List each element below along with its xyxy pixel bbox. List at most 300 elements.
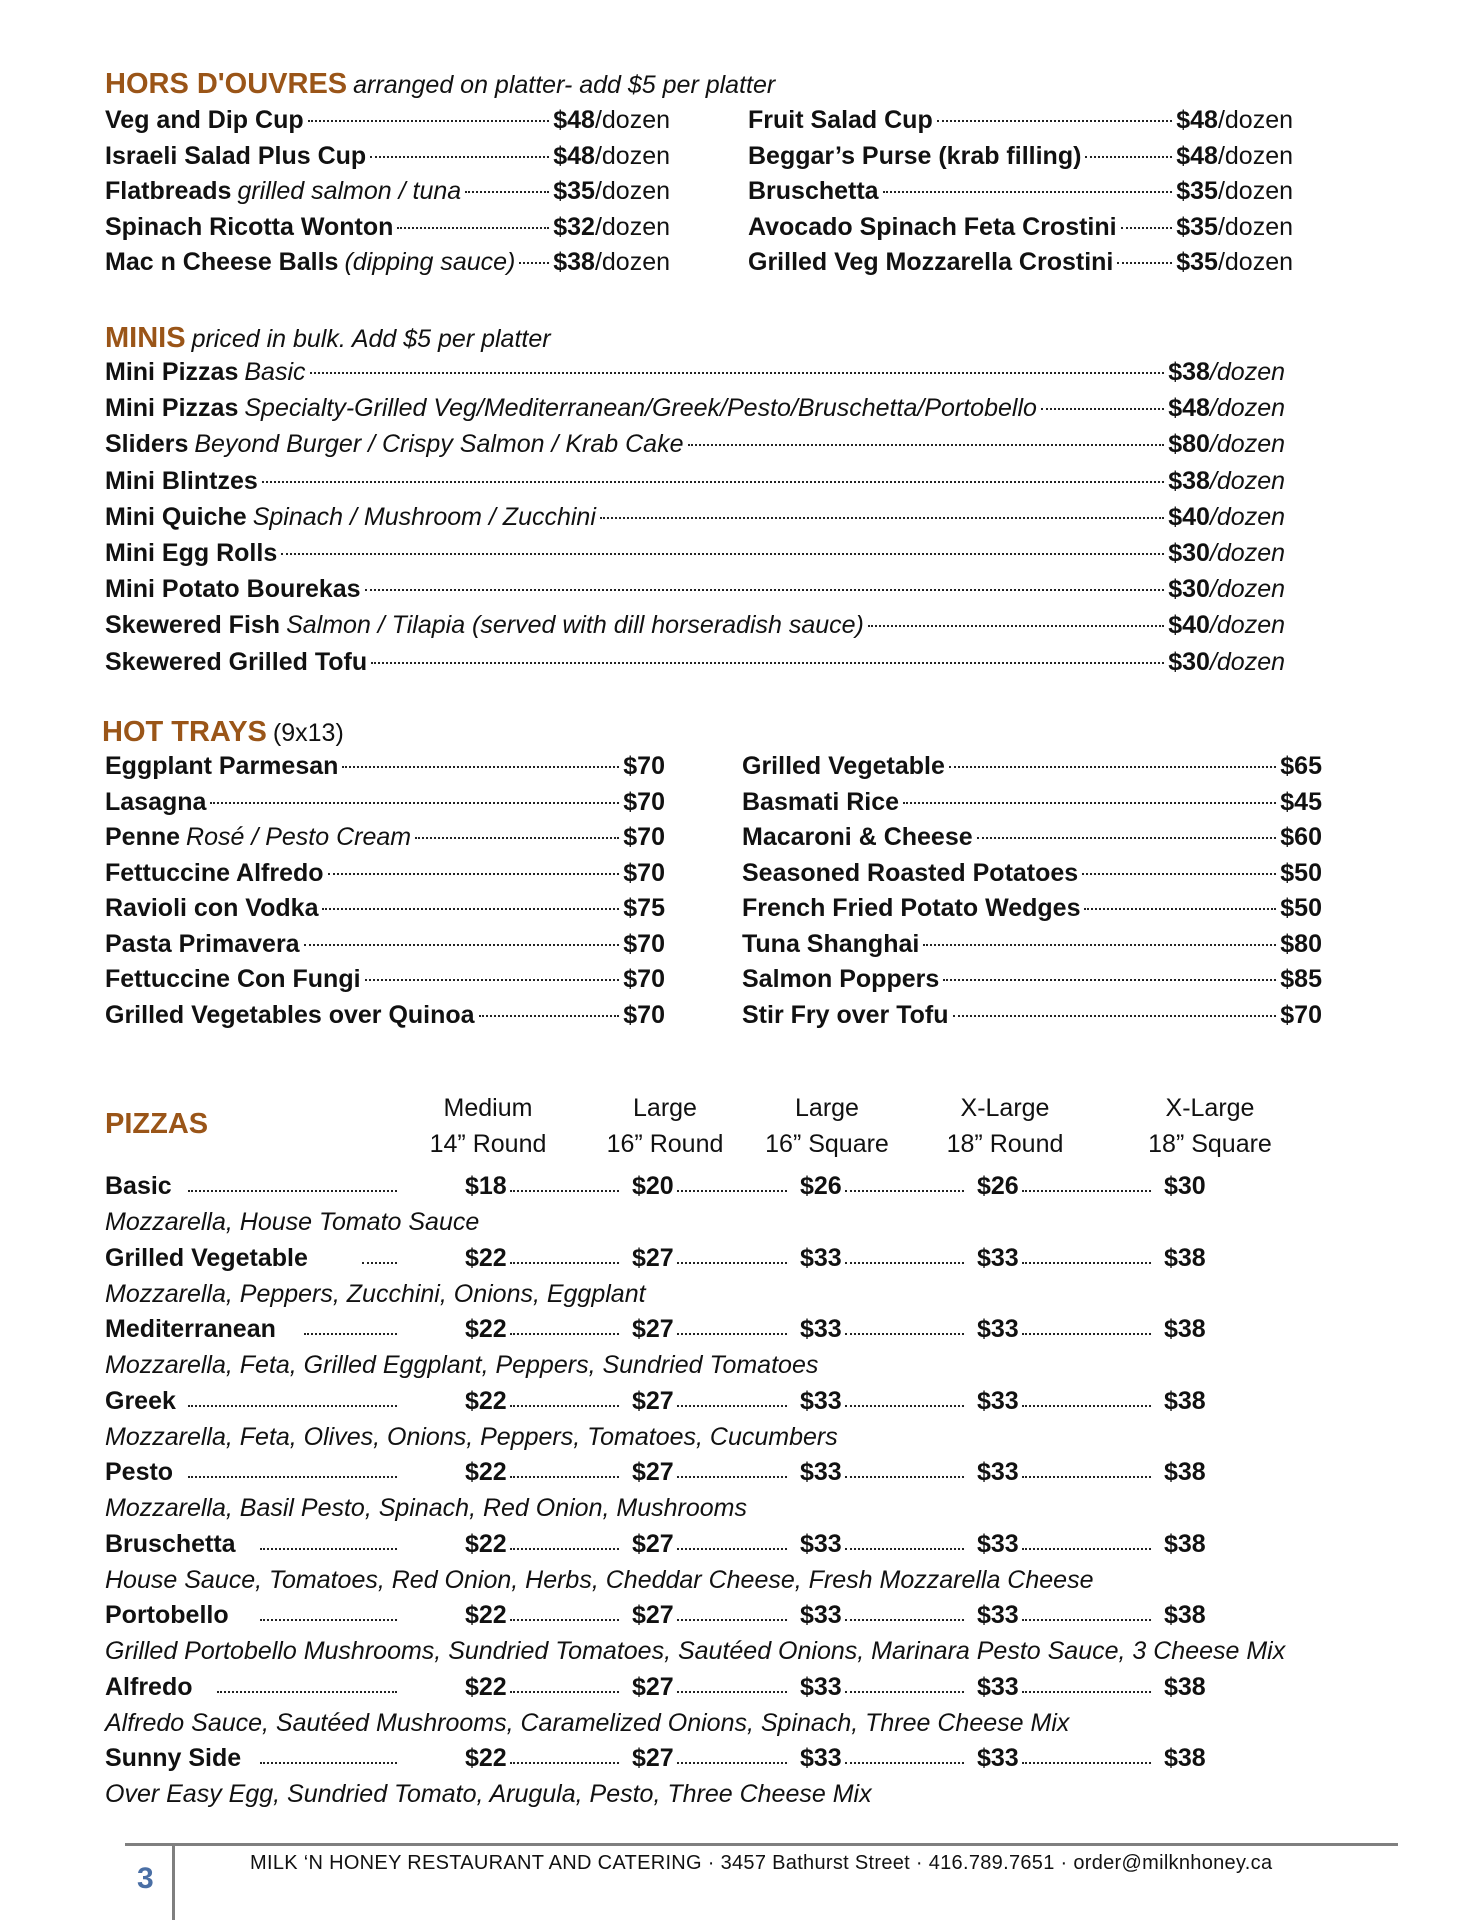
pizza-name: Grilled Vegetable (105, 1243, 308, 1272)
dot-leader (415, 837, 619, 839)
item-name: Lasagna (105, 787, 207, 816)
hors-item (105, 106, 670, 140)
item-unit: /dozen (594, 248, 670, 276)
pizza-price: $33 (977, 1315, 1019, 1343)
pizza-price: $27 (632, 1386, 674, 1415)
dot-leader (519, 262, 549, 264)
pizza-row (105, 1172, 1215, 1206)
pizza-name: Mediterranean (105, 1315, 276, 1343)
item-name: Macaroni & Cheese (742, 823, 973, 851)
hot-tray-item (742, 894, 1322, 928)
item-price: $38 (1168, 358, 1210, 386)
pizza-price: $33 (977, 1458, 1019, 1486)
hot-tray-item (742, 965, 1322, 999)
dot-leader (304, 944, 620, 946)
item-name: Fettuccine Con Fungi (105, 965, 361, 993)
item-price: $60 (1280, 823, 1322, 851)
item-unit: /dozen (1217, 212, 1293, 241)
pizza-row (105, 1244, 1215, 1278)
item-name: Veg and Dip Cup (105, 106, 304, 134)
hors-item (105, 248, 670, 282)
pizza-price: $38 (1164, 1315, 1206, 1343)
item-price: $35 (1176, 212, 1218, 241)
item-name: Seasoned Roasted Potatoes (742, 858, 1079, 887)
pizza-size-header (1120, 1090, 1300, 1162)
item-price: $85 (1280, 965, 1322, 993)
dot-leader (465, 191, 549, 193)
dot-leader (937, 120, 1172, 122)
dot-leader (1022, 1762, 1151, 1764)
pizza-description: House Sauce, Tomatoes, Red Onion, Herbs, Cheddar Cheese, Fresh Mozzarella Cheese (105, 1565, 1094, 1594)
item-unit: /dozen (1209, 539, 1285, 567)
item-price: $38 (553, 248, 595, 276)
item-price: $80 (1280, 929, 1322, 958)
item-name: Mini Pizzas (105, 394, 239, 423)
dot-leader (1022, 1262, 1151, 1264)
dot-leader (677, 1190, 787, 1192)
dot-leader (677, 1476, 787, 1478)
dot-leader (943, 979, 1276, 981)
item-price: $48 (1168, 394, 1210, 423)
minis-item (105, 467, 1285, 501)
dot-leader (1121, 227, 1173, 229)
dot-leader (322, 908, 619, 910)
hors-title: HORS D'OUVRES (105, 68, 348, 100)
hot-tray-item (742, 752, 1322, 786)
item-price: $40 (1168, 611, 1210, 640)
pizza-shape-label: 16” Square (765, 1130, 889, 1158)
item-name: Fruit Salad Cup (748, 106, 933, 134)
pizza-name: Bruschetta (105, 1529, 236, 1558)
item-name: French Fried Potato Wedges (742, 894, 1081, 922)
hot-tray-item (105, 894, 665, 928)
minis-item (105, 611, 1285, 645)
dot-leader (262, 481, 1164, 483)
hot-tray-item (105, 859, 665, 893)
hors-item (748, 106, 1293, 140)
pizza-price: $20 (632, 1172, 674, 1200)
pizza-description: Mozzarella, Peppers, Zucchini, Onions, Eggplant (105, 1279, 646, 1308)
dot-leader (281, 553, 1164, 555)
pizza-description: Mozzarella, Feta, Grilled Eggplant, Peppers, Sundried Tomatoes (105, 1351, 819, 1379)
item-unit: /dozen (1209, 394, 1285, 423)
pizza-row (105, 1530, 1215, 1564)
item-unit: /dozen (1209, 502, 1285, 531)
item-name: Spinach Ricotta Wonton (105, 212, 394, 241)
dot-leader (304, 1333, 397, 1335)
dot-leader (845, 1691, 964, 1693)
minis-item (105, 358, 1285, 392)
minis-item (105, 648, 1285, 682)
item-price: $70 (623, 858, 665, 887)
pizza-shape-label: 18” Square (1148, 1130, 1272, 1158)
pizza-price: $33 (977, 1744, 1019, 1772)
pizza-price: $26 (800, 1172, 842, 1200)
dot-leader (510, 1691, 619, 1693)
item-price: $70 (623, 965, 665, 993)
pizza-price: $33 (800, 1744, 842, 1772)
dot-leader (600, 517, 1164, 519)
page-number: 3 (137, 1862, 154, 1895)
pizza-price: $33 (800, 1601, 842, 1629)
hors-item (105, 177, 670, 211)
dot-leader (188, 1476, 397, 1478)
pizza-price: $33 (800, 1386, 842, 1415)
pizza-price: $33 (977, 1386, 1019, 1415)
dot-leader (1041, 408, 1164, 410)
dot-leader (1022, 1190, 1151, 1192)
dot-leader (479, 1015, 620, 1017)
hors-section-title (105, 68, 775, 101)
item-description: Beyond Burger / Crispy Salmon / Krab Cake (194, 430, 684, 459)
dot-leader (953, 1015, 1277, 1017)
pizza-price: $18 (465, 1172, 507, 1200)
item-price: $70 (623, 752, 665, 780)
pizza-price: $22 (465, 1601, 507, 1629)
dot-leader (370, 156, 549, 158)
dot-leader (365, 589, 1165, 591)
item-price: $48 (1176, 106, 1218, 134)
minis-item (105, 430, 1285, 464)
hors-item (748, 142, 1293, 176)
pizza-price: $33 (800, 1529, 842, 1558)
dot-leader (977, 837, 1277, 839)
pizza-price: $27 (632, 1601, 674, 1629)
pizza-price: $27 (632, 1529, 674, 1558)
footer-divider (125, 1843, 1398, 1846)
pizza-size-label: Medium (443, 1094, 533, 1122)
item-name: Israeli Salad Plus Cup (105, 141, 367, 170)
hors-item (105, 142, 670, 176)
pizza-size-label: Large (633, 1094, 697, 1122)
dot-leader (260, 1619, 397, 1621)
dot-leader (883, 191, 1173, 193)
item-price: $70 (623, 1000, 665, 1029)
hors-item (748, 177, 1293, 211)
dot-leader (397, 227, 549, 229)
item-unit: /dozen (594, 177, 670, 205)
dot-leader (188, 1405, 397, 1407)
item-price: $38 (1168, 466, 1210, 495)
pizza-price: $22 (465, 1458, 507, 1486)
item-description: Basic (244, 358, 306, 386)
pizza-size-label: X-Large (960, 1094, 1050, 1122)
item-name: Skewered Fish (105, 611, 281, 640)
pizza-price: $33 (800, 1458, 842, 1486)
pizza-price: $38 (1164, 1243, 1206, 1272)
pizza-name: Pesto (105, 1458, 174, 1486)
item-name: Tuna Shanghai (742, 929, 920, 958)
item-name: Flatbreads (105, 177, 232, 205)
hot-tray-item (742, 930, 1322, 964)
pizzas-title: PIZZAS (105, 1108, 209, 1140)
item-name: Fettuccine Alfredo (105, 858, 324, 887)
item-name: Mini Egg Rolls (105, 539, 278, 567)
pizza-price: $22 (465, 1529, 507, 1558)
item-price: $30 (1168, 647, 1210, 676)
dot-leader (677, 1762, 787, 1764)
dot-leader (903, 802, 1276, 804)
pizza-price: $27 (632, 1243, 674, 1272)
pizza-size-label: Large (795, 1094, 859, 1122)
dot-leader (510, 1405, 619, 1407)
dot-leader (510, 1619, 619, 1621)
item-price: $48 (553, 106, 595, 134)
item-price: $65 (1280, 752, 1322, 780)
dot-leader (845, 1548, 964, 1550)
dot-leader (949, 766, 1276, 768)
item-price: $50 (1280, 858, 1322, 887)
pizza-price: $38 (1164, 1458, 1206, 1486)
item-unit: /dozen (1217, 177, 1293, 205)
dot-leader (260, 1762, 397, 1764)
item-description: Salmon / Tilapia (served with dill horseradish sauce) (286, 611, 864, 640)
item-unit: /dozen (1209, 575, 1285, 604)
hors-item (748, 248, 1293, 282)
pizza-shape-label: 18” Round (946, 1130, 1064, 1158)
item-price: $70 (1280, 1000, 1322, 1029)
hot-tray-item (105, 930, 665, 964)
dot-leader (677, 1619, 787, 1621)
item-unit: /dozen (1209, 358, 1285, 386)
pizza-name: Alfredo (105, 1672, 193, 1701)
dot-leader (1022, 1691, 1151, 1693)
item-unit: /dozen (1217, 248, 1293, 276)
dot-leader (677, 1691, 787, 1693)
item-name: Sliders (105, 430, 189, 459)
item-price: $48 (553, 141, 595, 170)
dot-leader (1117, 262, 1172, 264)
pizza-price: $38 (1164, 1529, 1206, 1558)
hot-note: (9x13) (272, 719, 344, 747)
dot-leader (510, 1476, 619, 1478)
pizza-price: $38 (1164, 1744, 1206, 1772)
item-price: $48 (1176, 141, 1218, 170)
pizza-price: $38 (1164, 1672, 1206, 1701)
hors-note: arranged on platter- add $5 per platter (353, 71, 776, 99)
item-name: Mini Potato Bourekas (105, 575, 361, 604)
pizza-shape-label: 16” Round (606, 1130, 724, 1158)
dot-leader (677, 1548, 787, 1550)
item-name: Penne (105, 823, 181, 851)
dot-leader (510, 1762, 619, 1764)
hot-title: HOT TRAYS (102, 716, 267, 748)
pizza-description: Grilled Portobello Mushrooms, Sundried Tomatoes, Sautéed Onions, Marinara Pesto Sauce, 3 Cheese Mix (105, 1637, 1286, 1665)
dot-leader (845, 1262, 964, 1264)
dot-leader (677, 1262, 787, 1264)
pizza-price: $27 (632, 1458, 674, 1486)
dot-leader (677, 1405, 787, 1407)
pizza-price: $27 (632, 1672, 674, 1701)
hot-tray-item (105, 823, 665, 857)
item-unit: /dozen (594, 212, 670, 241)
item-name: Beggar’s Purse (krab filling) (748, 141, 1082, 170)
dot-leader (362, 1262, 397, 1264)
item-unit: /dozen (1209, 611, 1285, 640)
pizza-row (105, 1458, 1215, 1492)
item-description: Spinach / Mushroom / Zucchini (252, 502, 596, 531)
pizza-row (105, 1387, 1215, 1421)
pizza-price: $22 (465, 1243, 507, 1272)
pizza-price: $33 (977, 1529, 1019, 1558)
footer-vertical-divider (172, 1845, 175, 1920)
item-name: Pasta Primavera (105, 929, 300, 958)
pizza-shape-label: 14” Round (429, 1130, 547, 1158)
minis-item (105, 575, 1285, 609)
item-price: $35 (553, 177, 595, 205)
hot-tray-item (105, 788, 665, 822)
dot-leader (510, 1190, 619, 1192)
minis-section-title (105, 322, 551, 355)
pizza-price: $38 (1164, 1386, 1206, 1415)
pizza-price: $33 (977, 1243, 1019, 1272)
pizza-price: $22 (465, 1315, 507, 1343)
dot-leader (510, 1333, 619, 1335)
dot-leader (868, 625, 1164, 627)
item-price: $35 (1176, 177, 1218, 205)
item-unit: /dozen (1209, 430, 1285, 459)
dot-leader (845, 1619, 964, 1621)
hot-tray-item (105, 965, 665, 999)
item-price: $50 (1280, 894, 1322, 922)
item-name: Bruschetta (748, 177, 879, 205)
pizza-price: $22 (465, 1744, 507, 1772)
dot-leader (342, 766, 619, 768)
item-unit: /dozen (1209, 647, 1285, 676)
footer-contact: MILK ‘N HONEY RESTAURANT AND CATERING · 3457 Bathurst Street · 416.789.7651 · order@milknhoney.ca (250, 1852, 1273, 1874)
dot-leader (845, 1476, 964, 1478)
pizza-price: $27 (632, 1744, 674, 1772)
item-description: Rosé / Pesto Cream (186, 823, 412, 851)
dot-leader (1085, 156, 1172, 158)
item-name: Grilled Veg Mozzarella Crostini (748, 248, 1114, 276)
item-name: Basmati Rice (742, 787, 900, 816)
hot-tray-item (105, 1001, 665, 1035)
dot-leader (371, 662, 1164, 664)
pizza-name: Greek (105, 1386, 176, 1415)
item-price: $75 (623, 894, 665, 922)
dot-leader (310, 372, 1165, 374)
pizza-price: $33 (800, 1672, 842, 1701)
item-description: grilled salmon / tuna (237, 177, 462, 205)
item-price: $70 (623, 823, 665, 851)
pizza-size-header (915, 1090, 1095, 1162)
hot-tray-item (105, 752, 665, 786)
hors-item (748, 213, 1293, 247)
pizza-description: Alfredo Sauce, Sautéed Mushrooms, Caramelized Onions, Spinach, Three Cheese Mix (105, 1708, 1070, 1737)
pizza-price: $33 (977, 1601, 1019, 1629)
dot-leader (1022, 1619, 1151, 1621)
dot-leader (923, 944, 1276, 946)
hot-tray-item (742, 788, 1322, 822)
minis-item (105, 503, 1285, 537)
item-unit: /dozen (1217, 141, 1293, 170)
item-name: Grilled Vegetables over Quinoa (105, 1000, 475, 1029)
dot-leader (845, 1333, 964, 1335)
dot-leader (1022, 1476, 1151, 1478)
pizza-description: Mozzarella, Basil Pesto, Spinach, Red Onion, Mushrooms (105, 1494, 747, 1522)
dot-leader (845, 1190, 964, 1192)
pizza-price: $33 (800, 1315, 842, 1343)
minis-item (105, 539, 1285, 573)
item-price: $70 (623, 787, 665, 816)
item-price: $32 (553, 212, 595, 241)
item-name: Skewered Grilled Tofu (105, 647, 368, 676)
dot-leader (260, 1548, 397, 1550)
item-price: $35 (1176, 248, 1218, 276)
pizza-price: $30 (1164, 1172, 1206, 1200)
pizza-size-header (575, 1090, 755, 1162)
item-name: Avocado Spinach Feta Crostini (748, 212, 1117, 241)
item-name: Mini Blintzes (105, 466, 258, 495)
pizza-row (105, 1315, 1215, 1349)
item-description: Specialty-Grilled Veg/Mediterranean/Greek/Pesto/Bruschetta/Portobello (244, 394, 1037, 423)
minis-note: priced in bulk. Add $5 per platter (191, 325, 551, 353)
dot-leader (845, 1762, 964, 1764)
pizza-description: Over Easy Egg, Sundried Tomato, Arugula, Pesto, Three Cheese Mix (105, 1780, 872, 1808)
dot-leader (188, 1190, 397, 1192)
pizzas-section-title (105, 1108, 208, 1141)
item-name: Mini Pizzas (105, 358, 239, 386)
dot-leader (217, 1691, 397, 1693)
dot-leader (1022, 1405, 1151, 1407)
pizza-price: $33 (977, 1672, 1019, 1701)
item-unit: /dozen (594, 141, 670, 170)
item-description: (dipping sauce) (344, 248, 516, 276)
item-name: Ravioli con Vodka (105, 894, 319, 922)
pizza-size-header (737, 1090, 917, 1162)
hors-item (105, 213, 670, 247)
item-price: $80 (1168, 430, 1210, 459)
pizza-name: Portobello (105, 1601, 229, 1629)
pizza-row (105, 1601, 1215, 1635)
dot-leader (1022, 1548, 1151, 1550)
dot-leader (677, 1333, 787, 1335)
pizza-size-label: X-Large (1165, 1094, 1255, 1122)
dot-leader (328, 873, 620, 875)
minis-item (105, 394, 1285, 428)
item-unit: /dozen (594, 106, 670, 134)
pizza-price: $33 (800, 1243, 842, 1272)
item-name: Eggplant Parmesan (105, 752, 339, 780)
pizza-price: $27 (632, 1315, 674, 1343)
pizza-price: $26 (977, 1172, 1019, 1200)
item-name: Mini Quiche (105, 502, 247, 531)
pizza-size-header (398, 1090, 578, 1162)
item-price: $40 (1168, 502, 1210, 531)
pizza-price: $38 (1164, 1601, 1206, 1629)
pizza-name: Basic (105, 1172, 172, 1200)
dot-leader (845, 1405, 964, 1407)
dot-leader (688, 444, 1165, 446)
pizza-price: $22 (465, 1386, 507, 1415)
dot-leader (1022, 1333, 1151, 1335)
dot-leader (308, 120, 550, 122)
item-name: Salmon Poppers (742, 965, 940, 993)
pizza-price: $22 (465, 1672, 507, 1701)
item-unit: /dozen (1209, 466, 1285, 495)
dot-leader (510, 1548, 619, 1550)
dot-leader (365, 979, 620, 981)
pizza-name: Sunny Side (105, 1744, 242, 1772)
hot-tray-item (742, 859, 1322, 893)
hot-tray-item (742, 823, 1322, 857)
item-unit: /dozen (1217, 106, 1293, 134)
item-price: $30 (1168, 575, 1210, 604)
item-price: $30 (1168, 539, 1210, 567)
item-name: Grilled Vegetable (742, 752, 945, 780)
item-price: $70 (623, 929, 665, 958)
